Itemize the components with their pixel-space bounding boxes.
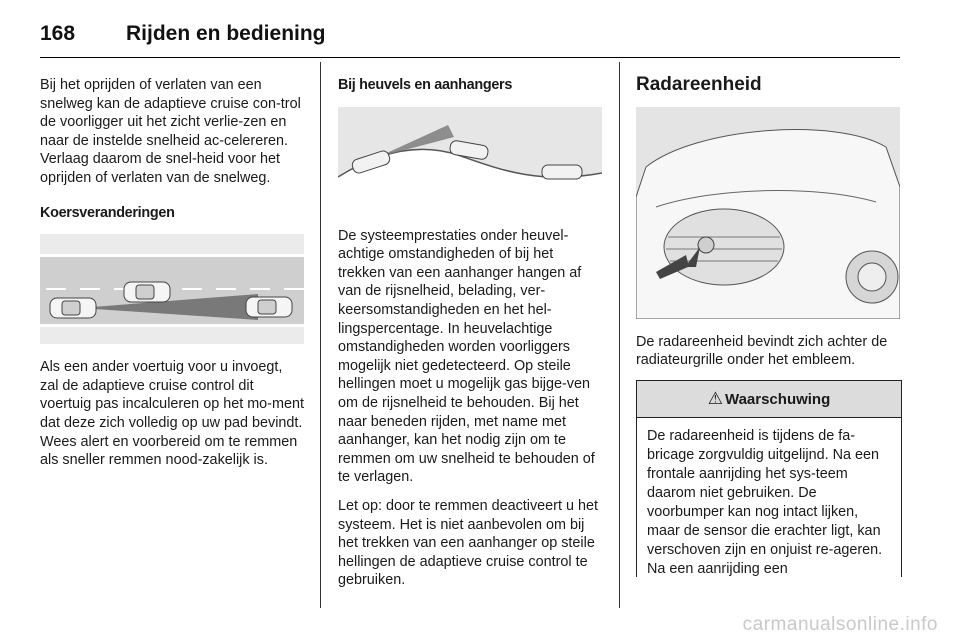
warning-header (637, 381, 901, 419)
car-merging (124, 282, 170, 302)
heading-radar-unit: Radareenheid (636, 74, 762, 95)
paragraph-radar-location: De radareenheid bevindt zich achter de radiateurgrille onder het embleem. (636, 333, 888, 369)
column-3 (636, 76, 902, 577)
heading-lane-changes: Koersveranderingen (40, 204, 175, 221)
paragraph-brake-note: Let op: door te remmen deactiveert u het systeem. Het is niet aanbevolen om bij het trekken van een aanhanger op steile hellingen de adaptieve cruise control te gebruiken. (338, 497, 598, 589)
paragraph-highway: Bij het oprijden of verlaten van een snelweg kan de adaptieve cruise con-trol de voorligger uit het zicht verlie-zen en naar de instelde snelheid ac-celereren. Verlaag daarom de snel-heid voor het oprijden of verlaten van de snelweg. (40, 77, 301, 186)
column-2 (338, 76, 604, 600)
warning-title: Waarschuwing (724, 390, 831, 408)
lane-change-illustration (40, 234, 304, 344)
watermark: carmanualsonline.info (742, 614, 938, 635)
paragraph-hill-performance: De systeemprestaties onder heuvel-achtige omstandigheden of bij het trekken van een aanhanger hangen af van de rijsnelheid, belading, ver-keersomstandigheden en het hel-lingspercentage. In heuvelachtige omstandigheden worden voorliggers mogelijk niet gedetecteerd. Op steile hellingen moet u mogelijk gas bijge-ven om de rijsnelheid te behouden. Bij het naar beneden rijden, met name met aanhanger, kan het nodig zijn om te remmen om uw snelheid te behouden of te verlagen. (338, 227, 595, 486)
warning-text: De radareenheid is tijdens de fa-bricage zorgvuldig uitgelijnd. Na een frontale aanrijding het sys-teem daarom niet gebruiken. De voorbumper kan nog intact lijken, maar de sensor die erachter ligt, kan verschoven zijn en onjuist re-ageren. Na een aanrijding een (647, 428, 883, 577)
car-ahead (246, 297, 292, 317)
page-header (40, 18, 900, 54)
column-1 (40, 76, 304, 480)
column-divider-2 (619, 62, 620, 608)
warning-box (636, 380, 902, 577)
paragraph-merging-vehicle: Als een ander voertuig voor u invoegt, zal de adaptieve cruise control dit voertuig pas incalculeren op het mo-ment dat deze zich volledig op uw pad bevindt. Wees alert en voorbereid om te remmen als sneller remmen nood-zakelijk is. (40, 359, 304, 469)
heading-hills-trailers: Bij heuvels en aanhangers (338, 77, 513, 93)
warning-triangle-icon: ⚠ (707, 388, 723, 408)
page-number: 168 (40, 22, 76, 45)
car-own (50, 298, 96, 318)
radar-unit-illustration (636, 107, 900, 319)
header-rule (40, 57, 900, 58)
hills-illustration (338, 107, 602, 213)
column-divider-1 (320, 62, 321, 608)
page-title: Rijden en bediening (126, 22, 326, 45)
